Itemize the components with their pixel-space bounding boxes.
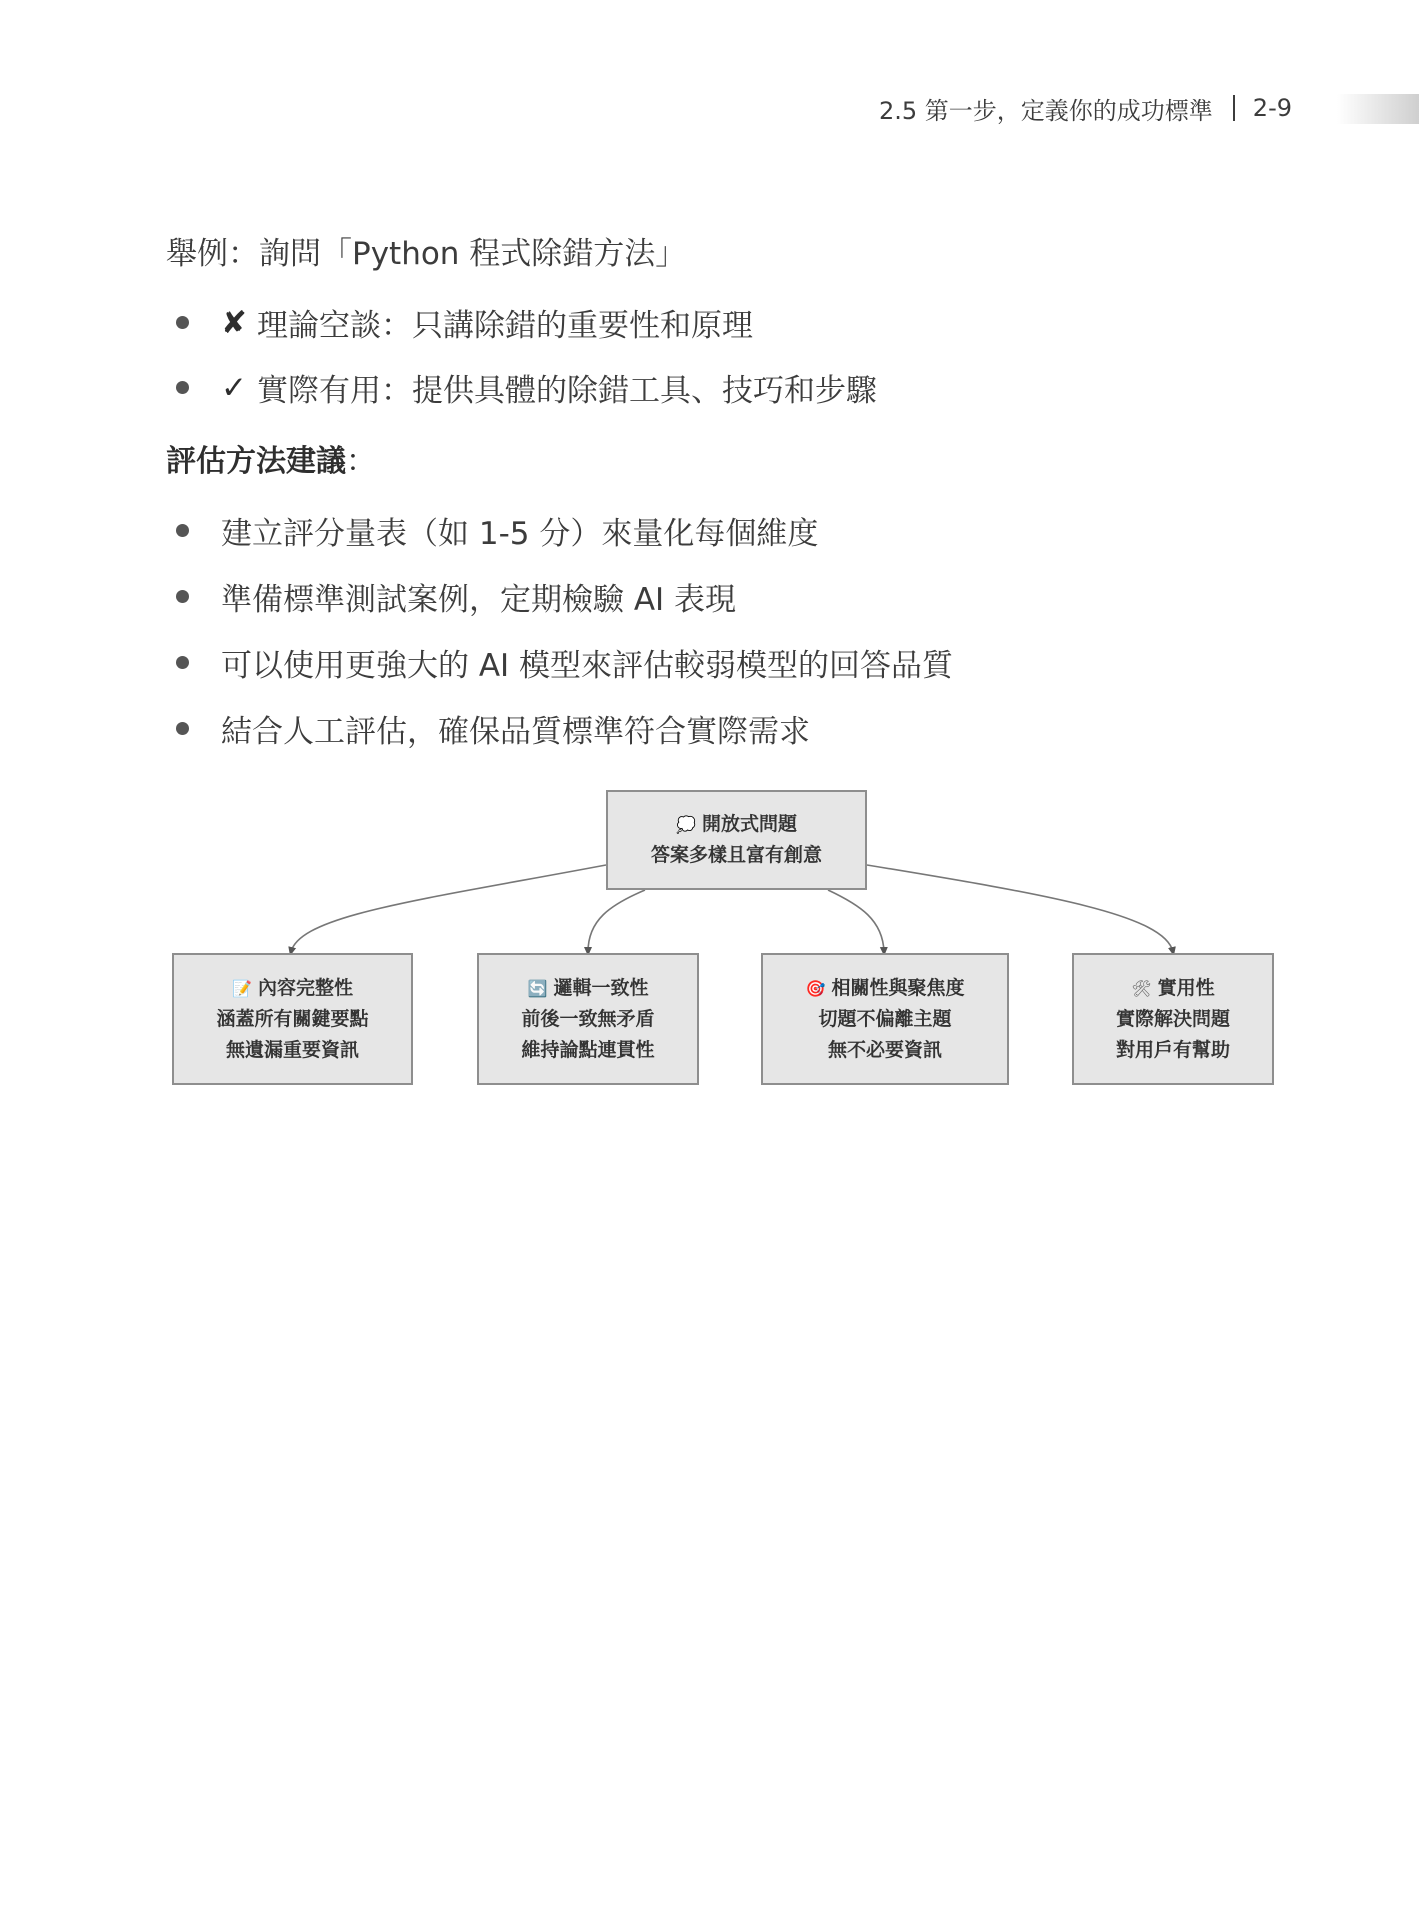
list-item-text: 建立評分量表（如 1-5 分）來量化每個維度 <box>221 516 819 552</box>
node-title: 開放式問題 <box>701 813 797 835</box>
cycle-icon: 🔄 <box>527 978 548 998</box>
node-line: 前後一致無矛盾 <box>521 1007 655 1030</box>
connector-consistency <box>588 890 645 952</box>
node-line: 維持論點連貫性 <box>521 1038 655 1061</box>
list-item-text: 實際有用：提供具體的除錯工具、技巧和步驟 <box>256 373 877 409</box>
connector-practicality <box>867 865 1173 952</box>
diagram-node-consistency <box>477 953 699 1085</box>
page-number: 2-9 <box>1252 94 1292 122</box>
list-item-text: 可以使用更強大的 AI 模型來評估較弱模型的回答品質 <box>221 648 954 684</box>
diagram-node-relevance <box>761 953 1009 1085</box>
heading-label: 評估方法建議 <box>166 444 346 479</box>
node-line: 無遺漏重要資訊 <box>225 1038 359 1061</box>
list-item-text: 結合人工評估，確保品質標準符合實際需求 <box>221 714 810 750</box>
target-icon: 🎯 <box>805 978 826 998</box>
node-title: 邏輯一致性 <box>553 976 649 999</box>
node-line: 答案多樣且富有創意 <box>650 844 822 866</box>
diagram-node-practicality <box>1072 953 1274 1085</box>
node-title: 相關性與聚焦度 <box>831 976 965 999</box>
node-line: 實際解決問題 <box>1115 1007 1230 1030</box>
node-title: 內容完整性 <box>257 976 353 999</box>
diagram-root-node <box>606 790 867 890</box>
node-line: 涵蓋所有關鍵要點 <box>216 1007 369 1030</box>
cross-icon: ✘ <box>221 304 247 341</box>
connector-relevance <box>828 890 884 952</box>
diagram-node-completeness <box>172 953 413 1085</box>
list-item-text: 理論空談：只講除錯的重要性和原理 <box>256 308 753 344</box>
node-line: 對用戶有幫助 <box>1115 1038 1230 1061</box>
node-line: 切題不偏離主題 <box>818 1007 952 1030</box>
check-icon: ✓ <box>221 369 247 406</box>
list-item-text: 準備標準測試案例，定期檢驗 AI 表現 <box>221 582 737 618</box>
section-title: 2.5 第一步，定義你的成功標準 <box>879 96 1213 125</box>
node-line: 無不必要資訊 <box>827 1038 942 1061</box>
example-paragraph: 舉例：詢問「Python 程式除錯方法」 <box>166 236 687 272</box>
memo-icon: 📝 <box>232 978 252 998</box>
connector-completeness <box>291 865 606 952</box>
node-title: 實用性 <box>1157 976 1215 999</box>
tools-icon: 🛠 <box>1131 978 1152 998</box>
speech-bubble-icon: 💭 <box>676 815 696 834</box>
heading-colon: ： <box>346 444 376 479</box>
